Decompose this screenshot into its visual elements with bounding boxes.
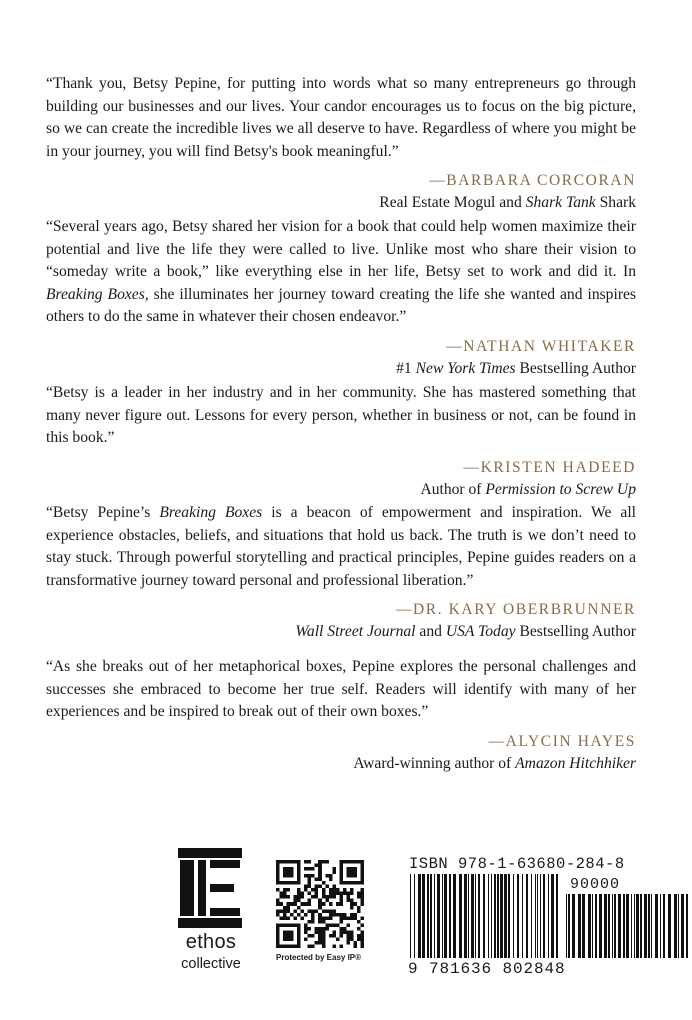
qr-code-icon <box>276 860 364 948</box>
blurb-author-name: —DR. KARY OBERBRUNNER <box>395 601 636 618</box>
blurb-4 <box>46 502 636 643</box>
blurb-author-name: —KRISTEN HADEED <box>463 458 636 476</box>
blurb-author-title: Author of Permission to Screw Up <box>420 480 636 498</box>
publisher-name: ethos <box>185 931 237 953</box>
blurb-author-title: Wall Street Journal and USA Today Bestselling Author <box>295 623 636 640</box>
blurb-quote: “Several years ago, Betsy shared her vision for a book that could help women maximize their potential and live the life they were called to live. Unlike most who share their vision to “someday write a book,” like everything else in her life, Betsy set to work and did it. In Breaking Boxes, she illuminates her journey toward creating the life she wanted and inspires others to do the same in whatever their chosen endeavor.” <box>46 218 636 325</box>
blurb-3 <box>46 382 636 501</box>
blurb-quote: “Betsy is a leader in her industry and in her community. She has mastered something that many never figure out. Lessons for every person, whether in business or not, can be found in this book.” <box>46 384 636 446</box>
qr-caption: Protected by Easy IP® <box>276 953 362 962</box>
isbn-label: ISBN 978-1-63680-284-8 <box>409 855 625 873</box>
blurb-2 <box>46 216 636 380</box>
blurb-5 <box>46 656 636 775</box>
isbn-price-code: 90000 <box>570 876 621 893</box>
blurb-author-title: #1 New York Times Bestselling Author <box>396 359 636 377</box>
blurb-quote: “Thank you, Betsy Pepine, for putting into words what so many entrepreneurs go through building our businesses and our lives. Your candor encourages us to focus on the big picture, so we can create the incredible lives we all deserve to have. Regardless of where you might be in your journey, you will find Betsy's book meaningful.” <box>46 75 636 160</box>
blurb-author-name: —NATHAN WHITAKER <box>446 337 636 355</box>
blurb-author-name: —ALYCIN HAYES <box>488 732 636 750</box>
blurb-quote: “Betsy Pepine’s Breaking Boxes is a beacon of empowerment and inspiration. We all experience obstacles, beliefs, and situations that hold us back. The truth is we don’t need to stay stuck. Through powerful storytelling and practical principles, Pepine guides readers on a transformative journey toward personal and professional liberation.” <box>46 504 636 589</box>
publisher-subtitle: collective <box>181 956 241 972</box>
blurb-author-title: Award-winning author of Amazon Hitchhiker <box>353 754 636 772</box>
barcode-icon <box>408 874 692 962</box>
blurb-author-title: Real Estate Mogul and Shark Tank Shark <box>379 194 636 211</box>
blurb-author-name: —BARBARA CORCORAN <box>429 172 636 189</box>
blurb-1 <box>46 73 636 214</box>
blurb-quote: “As she breaks out of her metaphorical boxes, Pepine explores the personal challenges and successes she embraced to become her true self. Readers will identify with many of her experiences and be inspired to break out of their own boxes.” <box>46 658 636 720</box>
barcode-digits: 9 781636 802848 <box>408 960 566 978</box>
